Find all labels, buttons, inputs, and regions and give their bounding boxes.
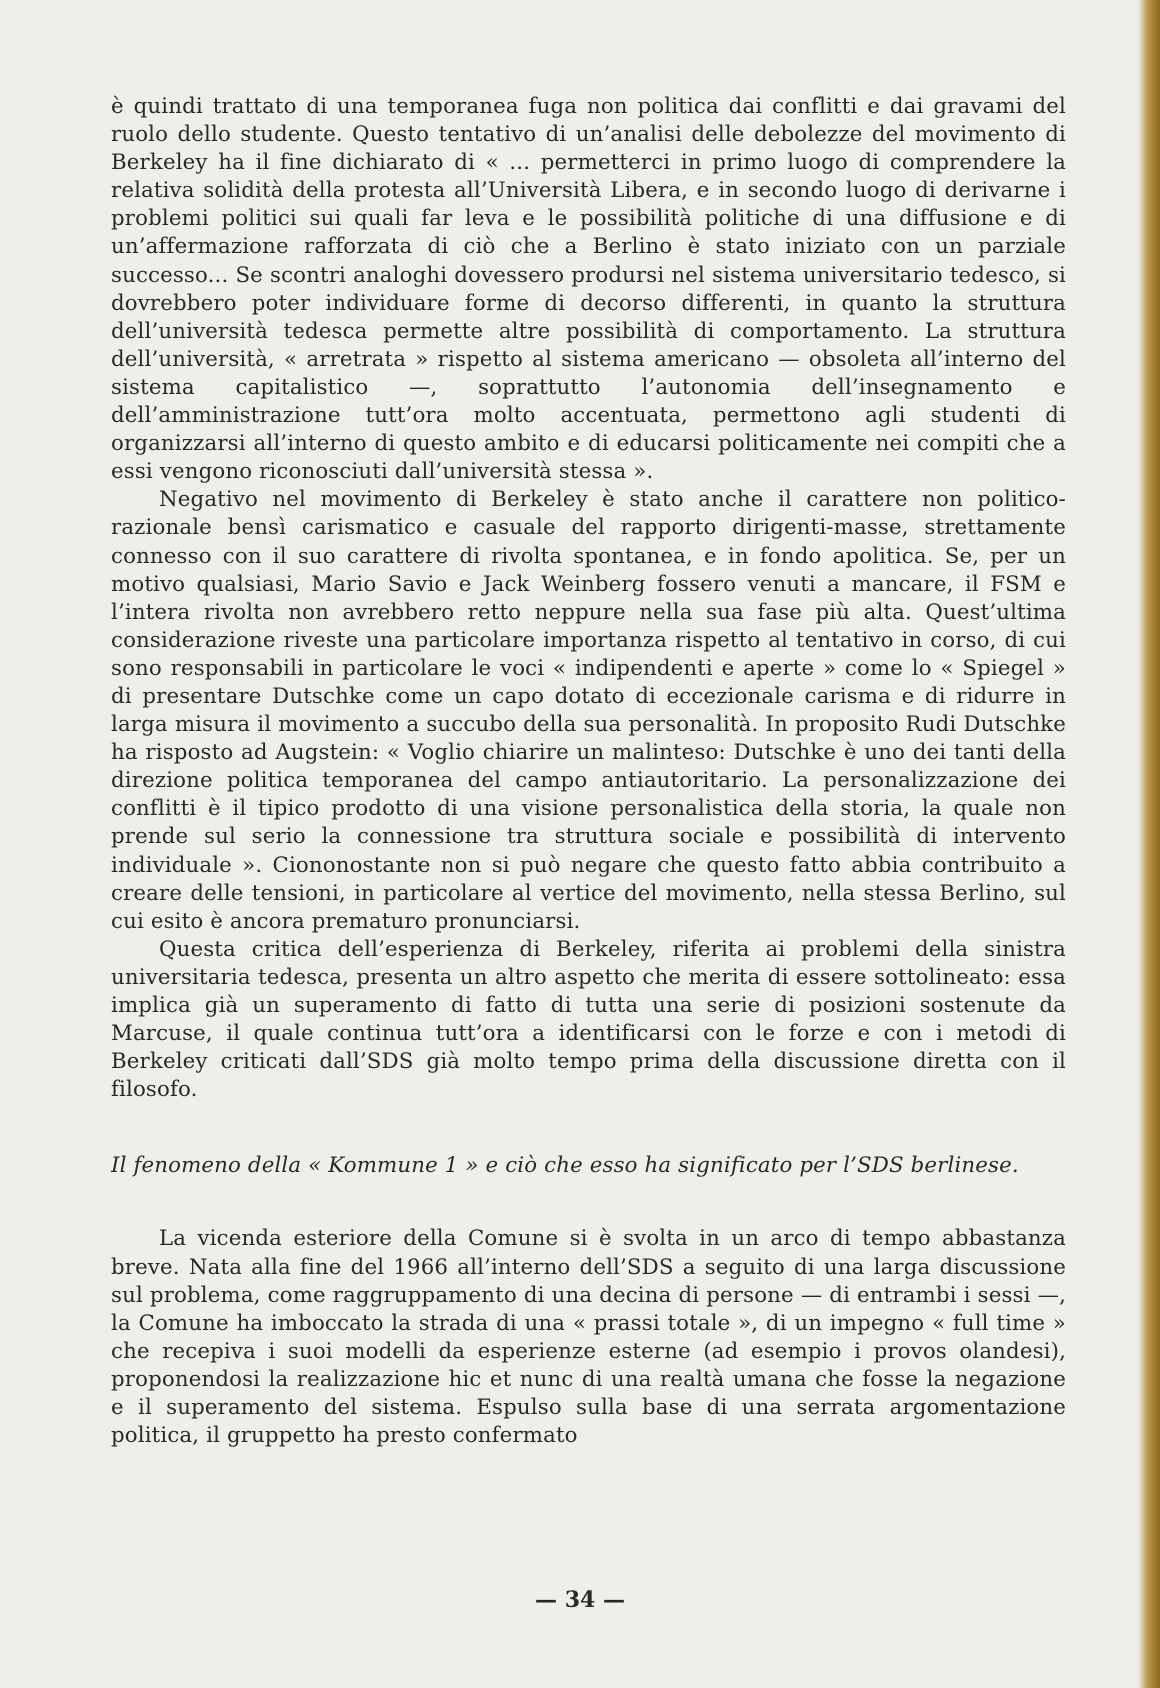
page-number: — 34 — bbox=[535, 1587, 625, 1613]
body-text bbox=[111, 93, 1066, 1450]
paragraph-charisma: Negativo nel movimento di Berkeley è stato anche il carattere non politico-razionale bensì carismatico e casuale del rapporto dirigenti-masse, strettamente connesso con il suo carattere di rivolta spontanea, e in fondo apolitica. Se, per un motivo qualsiasi, Mario Savio e Jack Weinberg fossero venuti a mancare, il FSM e l’intera rivolta non avrebbero retto neppure nella sua fase più alta. Quest’ultima considerazione riveste una particolare importanza rispetto al tentativo in corso, di cui sono responsabili in particolare le voci « indipendenti e aperte » come lo « Spiegel » di presentare Dutschke come un capo dotato di eccezionale carisma e di ridurre in larga misura il movimento a succubo della sua personalità. In proposito Rudi Dutschke ha risposto ad Augstein: « Voglio chiarire un malinteso: Dutschke è uno dei tanti della direzione politica temporanea del campo antiautoritario. La personalizzazione dei conflitti è il tipico prodotto di una visione personalistica della storia, la quale non prende sul serio la connessione tra struttura sociale e possibilità di intervento individuale ». Ciononostante non si può negare che questo fatto abbia contribuito a creare delle tensioni, in particolare al vertice del movimento, nella stessa Berlino, sul cui esito è ancora prematuro pronunciarsi. bbox=[111, 487, 1066, 934]
paragraph-marcuse: Questa critica dell’esperienza di Berkeley, riferita ai problemi della sinistra universitaria tedesca, presenta un altro aspetto che merita di essere sottolineato: essa implica già un superamento di fatto di tutta una serie di posizioni sostenute da Marcuse, il quale continua tutt’ora a identificarsi con le forze e con i metodi di Berkeley criticati dall’SDS già molto tempo prima della discussione diretta con il filosofo. bbox=[111, 936, 1066, 1103]
page-edge bbox=[1138, 0, 1160, 1688]
section-heading: Il fenomeno della « Kommune 1 » e ciò che esso ha significato per l’SDS berlinese. bbox=[111, 1153, 1019, 1179]
paragraph-kommune: La vicenda esteriore della Comune si è svolta in un arco di tempo abbastanza breve. Nata alla fine del 1966 all’interno dell’SDS a seguito di una larga discussione sul problema, come raggruppamento di una decina di persone — di entrambi i sessi —, la Comune ha imboccato la strada di una « prassi totale », di un impegno « full time » che recepiva i suoi modelli da esperienze esterne (ad esempio i provos olandesi), proponendosi la realizzazione hic et nunc di una realtà umana che fosse la negazione e il superamento del sistema. Espulso sulla base di una serrata argomentazione politica, il gruppetto ha presto confermato bbox=[111, 1226, 1066, 1449]
paragraph-continuation: è quindi trattato di una temporanea fuga non politica dai conflitti e dai gravami del ruolo dello studente. Questo tentativo di un’analisi delle debolezze del movimento di Berkeley ha il fine dichiarato di « ... permetterci in primo luogo di comprendere la relativa solidità della protesta all’Università Libera, e in secondo luogo di derivarne i problemi politici sui quali far leva e le possibilità politiche di una diffusione e di un’affermazione rafforzata di ciò che a Berlino è stato iniziato con un parziale successo... Se scontri analoghi dovessero prodursi nel sistema universitario tedesco, si dovrebbero poter individuare forme di decorso differenti, in quanto la struttura dell’università tedesca permette altre possibilità di comportamento. La struttura dell’università, « arretrata » rispetto al sistema americano — obsoleta all’interno del sistema capitalistico —, soprattutto l’autonomia dell’insegnamento e dell’amministrazione tutt’ora molto accentuata, permettono agli studenti di organizzarsi all’interno di questo ambito e di educarsi politicamente nei compiti che a essi vengono riconosciuti dall’università stessa ». bbox=[111, 94, 1066, 485]
